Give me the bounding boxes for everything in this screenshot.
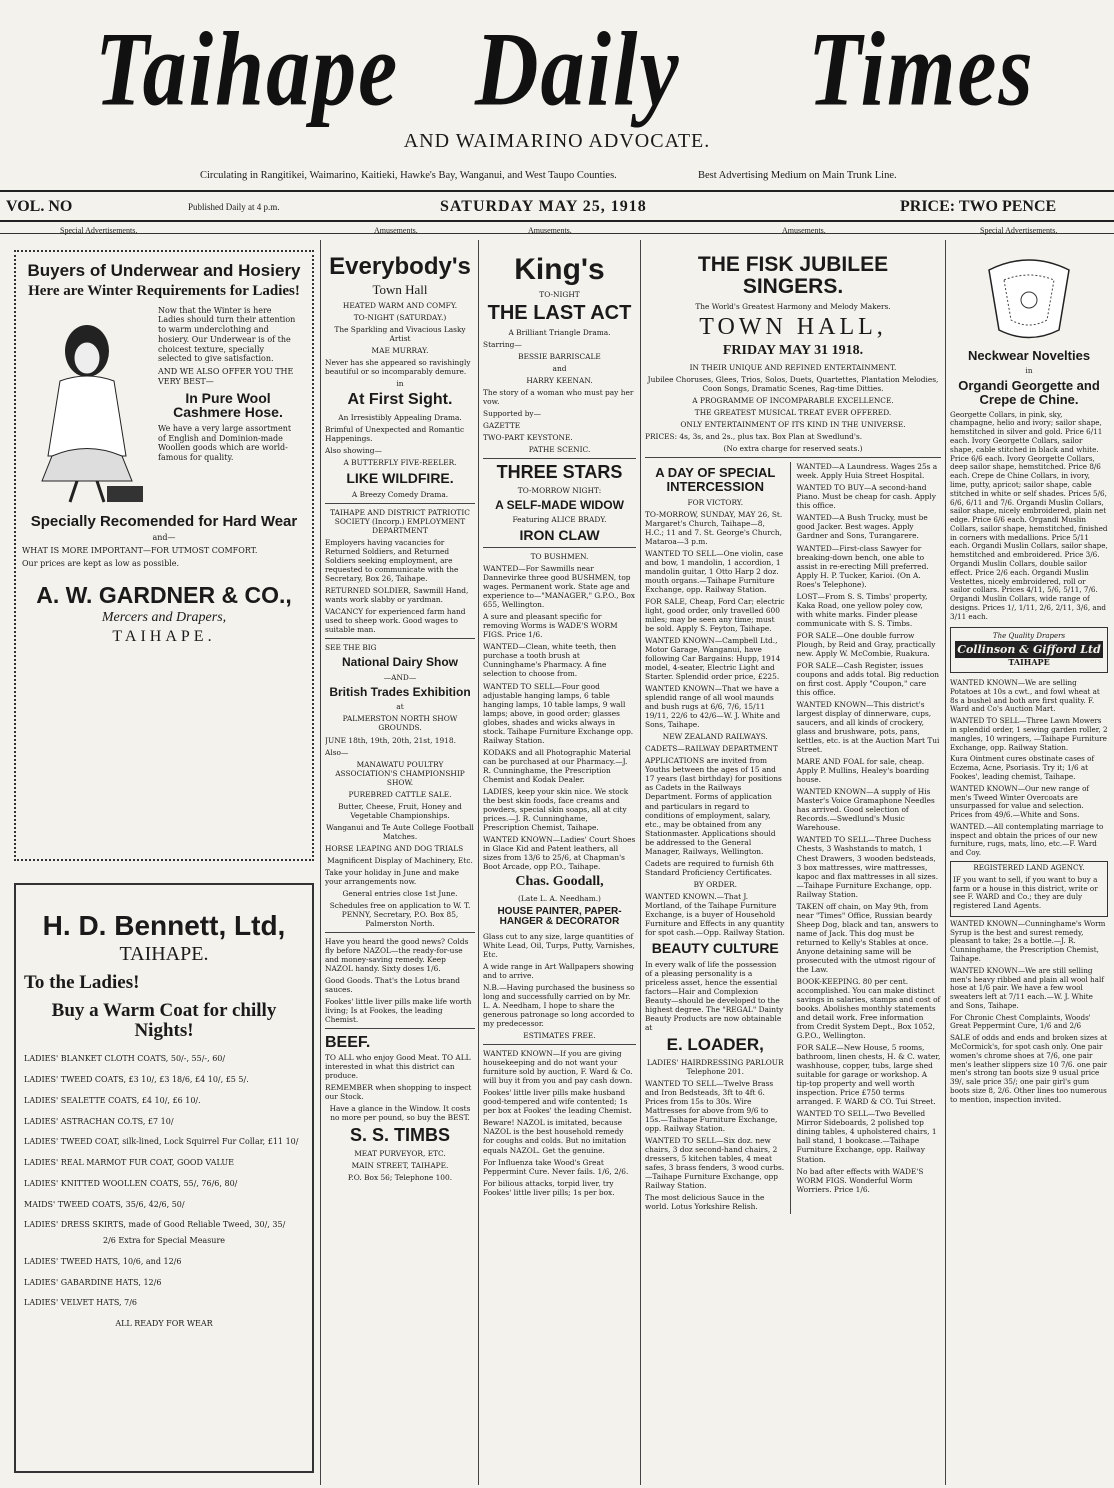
- agency-text: IF you want to sell, if you want to buy a farm or a house in this district, write or see F. WARD and Co.; they are duly registered Land Agents.: [953, 874, 1098, 911]
- classified-ad: FOR SALE—Cash Register, issues coupons and adds total. Big reduction on first cost. Apply "Coupon," care this office.: [796, 660, 940, 697]
- bennett-town: TAIHAPE.: [119, 943, 209, 966]
- classified-ad: WANTED KNOWN—If you are giving housekeeping and do not want your furniture sold by auction, F. Ward & Co. will buy it from you and pay cash down.: [483, 1049, 633, 1086]
- list-item: LADIES' TWEED HATS, 10/6, and 12/6: [24, 1256, 182, 1266]
- classified-ad: WANTED TO SELL—Three Duchess Chests, 3 Washstands to match, 1 Chest Drawers, 3 wooden bedsteads, 3 box mattresses, wire mattresses, kapoc and flax mattresses in all sizes.—Taihape Furniture Exchange, opp. Railway Station.: [796, 835, 939, 899]
- gardner-offer: AND WE ALSO OFFER YOU THE VERY BEST—: [158, 367, 294, 386]
- supported-text: Supported by—: [483, 408, 541, 418]
- fisk-only: ONLY ENTERTAINMENT OF ITS KIND IN THE UNIVERSE.: [680, 420, 906, 430]
- list-item: LADIES' ASTRACHAN CO.TS, £7 10/: [24, 1116, 174, 1126]
- fisk-sub: The World's Greatest Harmony and Melody Makers.: [695, 302, 891, 312]
- title-word-2: Daily: [475, 12, 681, 129]
- intercession-text: TO-MORROW, SUNDAY, MAY 26, St. Margaret's Church, Taihape—8, H.C.; 11 and 7. St. George's Church, Mataroa—3 p.m.: [645, 509, 783, 546]
- classified-ad: WANTED KNOWN—A supply of His Master's Voice Gramaphone Needles has arrived. Good selection of Records.—Swedlund's Music Warehouse.: [796, 787, 935, 833]
- best-medium-line: Best Advertising Medium on Main Trunk Line.: [698, 170, 897, 181]
- returned-soldier: RETURNED SOLDIER, Sawmill Hand, wants work slabby or yardman.: [325, 586, 469, 605]
- machinery-text: Magnificent Display of Machinery, Etc.: [327, 855, 473, 865]
- also-text: Also showing—: [325, 445, 382, 455]
- fisk-greatest: THE GREATEST MUSICAL TREAT EVER OFFERED.: [694, 408, 892, 418]
- brimful-text: Brimful of Unexpected and Romantic Happenings.: [325, 424, 465, 443]
- issue-date: SATURDAY MAY 25, 1918: [440, 198, 647, 215]
- classified-ad: FOR SALE—One double furrow Plough, by Reid and Gray, practically new. Apply W. McCombie, Ruakura.: [796, 630, 936, 658]
- at-text: at: [396, 702, 404, 712]
- featuring-text: Featuring ALICE BRADY.: [512, 515, 607, 525]
- neckwear-heading: Neckwear Novelties: [967, 348, 1091, 363]
- in-text: in: [1025, 365, 1033, 375]
- divider: [325, 932, 475, 933]
- dairy-show: National Dairy Show: [341, 655, 459, 670]
- classified-ad: Beware! NAZOL is imitated, because NAZOL is the best household remedy for coughs and colds. But no imitation equals NAZOL. Get the genuine.: [483, 1118, 627, 1155]
- fisk-date: FRIDAY MAY 31 1918.: [722, 343, 864, 359]
- beauty-text: In every walk of life the possession of a pleasing personality is a priceless asset, hence the essential factors—Hair and Complexion Beauty—should be developed to the highest degree. The "REGAL" Dainty Beauty Products are now obtainable at: [645, 959, 784, 1032]
- loader-name: E. LOADER,: [666, 1034, 764, 1054]
- comfort-text: WHAT IS MORE IMPORTANT—FOR UTMOST COMFORT.: [22, 546, 258, 556]
- fisk-extra: (No extra charge for reserved seats.): [723, 444, 863, 454]
- last-act: THE LAST ACT: [487, 301, 632, 324]
- divider: [483, 547, 636, 548]
- list-item: LADIES' VELVET HATS, 7/6: [24, 1298, 138, 1308]
- timbs-name: S. S. TIMBS: [349, 1125, 450, 1146]
- butterfly-text: A BUTTERFLY FIVE-REELER.: [343, 458, 457, 467]
- vacancy-text: VACANCY for experienced farm hand used to sheep work. Good wages to suitable man.: [325, 607, 466, 635]
- fisk-incomparable: A PROGRAMME OF INCOMPARABLE EXCELLENCE.: [692, 396, 894, 406]
- gardner-assortment: We have a very large assortment of English and Dominion-made Woollen goods which are world-famous for quality.: [158, 423, 292, 463]
- goodall-text: Glass cut to any size, large quantities of White Lead, Oil, Turps, Putty, Varnishes, Etc.: [483, 931, 635, 959]
- story-text: The story of a woman who must pay her vow.: [483, 387, 634, 406]
- cadets-text: APPLICATIONS are invited from Youths between the ages of 15 and 17 years (last birthday) for positions as Cadets in the Railways Department. Forms of application and particulars in regard to conditions of employment, salary, etc., may be obtained from any Stationmaster. Applications should be addressed to the General Manager, Railways, Wellington.: [645, 756, 782, 856]
- lady-illustration-icon: [22, 306, 152, 506]
- keystone-text: TWO-PART KEYSTONE.: [483, 432, 573, 442]
- classified-ad: SALE of odds and ends and broken sizes at McCormick's, for spot cash only. One pair women's chrome shoes at 7/6, one pair men's leather slippers size 10 7/6. one pair men's strong tan boots size 9 usual price 39/, sale price 35/; one pair girl's gum boots size 8, 2/6. Other lines too numerous to mention, inspection invited.: [950, 1033, 1108, 1104]
- classified-ad: The most delicious Sauce in the world. Lotus Yorkshire Relish.: [645, 1193, 765, 1212]
- bottom-rule: [0, 233, 1114, 234]
- goodall-trade: HOUSE PAINTER, PAPER-HANGER & DECORATOR: [497, 905, 622, 928]
- classified-ad: WANTED TO SELL—Two Bevelled Mirror Sideboards, 2 polished top dining tables, 4 upholstered chairs, 1 hall stand, 1 bookcase.—Taihape Furniture Exchange, opp. Railway Station.: [796, 1109, 937, 1164]
- heated-text: HEATED WARM AND COMFY.: [342, 300, 458, 310]
- column-kings: [483, 250, 636, 1482]
- estimates-text: ESTIMATES FREE.: [523, 1031, 596, 1041]
- beef-text-1: TO ALL who enjoy Good Meat. TO ALL interested in what this district can produce.: [325, 1052, 471, 1080]
- classified-ad: WANTED TO SELL—Six doz. new chairs, 3 doz second-hand chairs, 2 dressers, 5 kitchen tables, 4 meat safes, 3 brass fenders, 3 wood curbs.—Taihape Furniture Exchange, opp Railway Station.: [645, 1135, 785, 1191]
- land-agency-box: [950, 861, 1108, 917]
- list-item: LADIES' SEALETTE COATS, £4 10/, £6 10/.: [24, 1095, 201, 1105]
- classified-ad: For Chronic Chest Complaints, Woods' Great Peppermint Cure, 1/6 and 2/6: [950, 1012, 1091, 1031]
- self-made-widow: A SELF-MADE WIDOW: [495, 497, 624, 512]
- bennett-ladies: To the Ladies!: [24, 972, 140, 994]
- column-gardner-bennett: [14, 250, 314, 1480]
- hard-wear-heading: Specially Recomended for Hard Wear: [30, 512, 298, 530]
- classified-ad: WANTED KNOWN—Cunninghame's Worm Syrup is the best and surest remedy, pleasant to take; 2s a bottle.—J. R. Cunninghame, the Prescription Chemist, Taihape.: [950, 918, 1106, 964]
- drama-text: A Brilliant Triangle Drama.: [508, 327, 611, 337]
- lotus-text: Good Goods. That's the Lotus brand sauces.: [325, 976, 460, 995]
- classified-ad: FOR SALE, Cheap, Ford Car; electric light, good order, only travelled 600 miles; may be seen any time; must be sold. Apply S. Feyton, Taihape.: [645, 596, 785, 633]
- fisk-prices: PRICES: 4s, 3s, and 2s., plus tax. Box Plan at Swedlund's.: [645, 432, 863, 442]
- fookes-text: Fookes' little liver pills make life worth living; Is at Fookes, the leading Chemist.: [325, 997, 472, 1025]
- list-item: LADIES' TWEED COAT, silk-lined, Lock Squirrel Fur Collar, £11 10/: [24, 1137, 299, 1147]
- film-desc: An Irresistibly Appealing Drama.: [338, 412, 462, 422]
- classified-ad: LOST—From S. S. Timbs' property, Kaka Road, one yellow poley cow, with white marks. Finder please communicate with S. S. Timbs.: [796, 591, 928, 628]
- mae-murray: MAE MURRAY.: [371, 345, 429, 355]
- classified-ad: WANTED KNOWN—That we have a splendid range of all wool maunds and bush rugs at 6/6, 7/6, 15/11 19/11, 22/6 to 42/6—W. J. White and Sons, Taihape.: [645, 684, 781, 730]
- volume-label: VOL. NO: [6, 198, 73, 215]
- tonight-text: TO-NIGHT (SATURDAY.): [353, 312, 447, 322]
- gardner-firm-name: A. W. GARDNER & CO.,: [36, 581, 292, 608]
- gardner-subheading: Here are Winter Requirements for Ladies!: [28, 282, 300, 299]
- agency-heading: REGISTERED LAND AGENCY.: [973, 862, 1085, 872]
- palmerston-text: PALMERSTON NORTH SHOW GROUNDS.: [342, 714, 458, 733]
- column-head-3: Amusements.: [528, 226, 572, 235]
- classified-ad: For bilious attacks, torpid liver, try Fookes' little liver pills; 1s per box.: [483, 1178, 615, 1197]
- classified-ad: WANTED TO SELL—Twelve Brass and Iron Bedsteads, 3ft to 4ft 6. Prices from 15s to 30s. Wire Mattresses for above from 9/6 to 15s.—Taihape Furniture Exchange, opp. Railway Station.: [645, 1078, 778, 1133]
- title-word-1: Taihape: [95, 12, 400, 129]
- classified-ad: WANTED KNOWN—Our new range of men's Tweed Winter Overcoats are unsurpassed for value and selection. Prices from 49/6.—White and Sons.: [950, 783, 1090, 820]
- classified-ad: WANTED KNOWN—We are still selling men's heavy ribbed and plain all wool half hose at 1/6 pair. We have a few wool sweaters left at 7/11 each.—W. J. White and Sons, Taihape.: [950, 965, 1104, 1010]
- divider: [325, 503, 475, 504]
- classified-ad: No bad after effects with WADE'S WORM FIGS. Wonderful Worm Worriers. Price 1/6.: [796, 1166, 924, 1194]
- poultry-text: MANAWATU POULTRY ASSOCIATION'S CHAMPIONSHIP SHOW.: [335, 759, 465, 787]
- by-order: BY ORDER.: [693, 879, 737, 889]
- entries-text: General entries close 1st June.: [342, 888, 458, 898]
- subtitle: AND WAIMARINO ADVOCATE.: [403, 130, 711, 152]
- bushmen-heading: TO BUSHMEN.: [530, 552, 589, 562]
- gardner-town: TAIHAPE.: [112, 628, 216, 646]
- nazol-text: Have you heard the good news? Colds fly before NAZOL—the ready-for-use and money-saving remedy. Keep NAZOL handy. Sixty doses 1/6.: [325, 937, 469, 974]
- classified-ad: Kura Ointment cures obstinate cases of Eczema, Acne, Psoriasis. Try it; 1/6 at Fookes', leading chemist, Taihape.: [950, 754, 1095, 781]
- classified-ad: WANTED KNOWN—We are selling Potatoes at 10s a cwt., and fowl wheat at 8s a bushel and both are first quality. F. Ward and Co's Auction Mart.: [950, 678, 1100, 714]
- column-everybodys: [325, 250, 475, 1482]
- classified-ad: Fookes' little liver pills make husband good-tempered and wife contented; 1s per box at Fookes' the leading Chemist.: [483, 1088, 632, 1116]
- see-text: SEE THE BIG: [325, 643, 377, 653]
- classified-ad: WANTED.—All contemplating marriage to inspect and obtain the prices of our new furniture, rugs, mats, lino, etc.—F. Ward and Coy.: [950, 821, 1104, 858]
- june-dates: JUNE 18th, 19th, 20th, 21st, 1918.: [325, 735, 456, 745]
- three-stars: THREE STARS: [496, 461, 623, 482]
- gardner-intro: Now that the Winter is here Ladies should turn their attention to warm underclothing and hosiery. Our Underwear is of the choicest texture, specially selected to give satisfaction.: [158, 305, 296, 364]
- classified-ad: For Influenza take Wood's Great Peppermint Cure. Never fails. 1/6, 2/6.: [483, 1157, 629, 1176]
- cadets-cert: Cadets are required to furnish 6th Standard Proficiency Certificates.: [645, 858, 774, 877]
- circulation-line: Circulating in Rangitikei, Waimarino, Kaitieki, Hawke's Bay, Wanganui, and West Taupo Counties.: [200, 170, 617, 181]
- fisk-unique: IN THEIR UNIQUE AND REFINED ENTERTAINMENT.: [689, 363, 897, 372]
- column-divider: [320, 240, 321, 1485]
- logo-town: TAIHAPE: [1008, 657, 1050, 668]
- pathe-text: PATHE SCENIC.: [528, 444, 591, 454]
- classified-ad: WANTED TO SELL—Three Lawn Mowers in splendid order, 1 sewing garden roller, 2 mangles, 10 wringers, —Taihape Furniture Exchange, opp. Railway Station.: [950, 716, 1108, 752]
- column-head-1: Special Advertisements.: [60, 226, 138, 235]
- logo-name: Collinson & Gifford Ltd: [955, 641, 1103, 658]
- victory-text: FOR VICTORY.: [687, 497, 744, 507]
- title-word-3: Times: [808, 12, 1035, 129]
- patriotic-heading: TAIHAPE AND DISTRICT PATRIOTIC SOCIETY (Incorp.) EMPLOYMENT DEPARTMENT: [330, 507, 470, 535]
- prices-text: Our prices are kept as low as possible.: [22, 558, 180, 568]
- classified-ad: WANTED KNOWN—This district's largest display of dinnerware, cups, saucers, and all kinds of crockery, glass and brushware, pots, pans, kettles, etc. is at the Auction Mart Tui Street.: [796, 700, 940, 755]
- and-text: and—: [152, 533, 176, 543]
- classified-ad: WANTED KNOWN.—That J. Mortland, of the Taihape Furniture Exchange, is a buyer of Household Furniture and Effects in any quantity for spot cash.—Opp. Railway Station.: [645, 891, 785, 937]
- column-head-2: Amusements.: [374, 226, 418, 235]
- classified-ad: LADIES, keep your skin nice. We stock the best skin foods, face creams and powders, special skin soaps, all at city prices.—J. R. Cunninghame, Prescription Chemist, Taihape.: [483, 786, 629, 832]
- list-item: ALL READY FOR WEAR: [115, 1319, 213, 1329]
- never-text: Never has she appeared so ravishingly beautiful or so incomparably demure.: [325, 357, 471, 377]
- list-item: LADIES' DRESS SKIRTS, made of Good Reliable Tweed, 30/, 35/: [24, 1220, 286, 1230]
- beef-heading: BEEF.: [325, 1034, 371, 1052]
- cattle-sale: PUREBRED CATTLE SALE.: [348, 789, 452, 799]
- tomorrow-text: TO-MORROW NIGHT:: [517, 485, 602, 495]
- lw-desc: A Breezy Comedy Drama.: [351, 489, 449, 499]
- masthead: [0, 0, 1114, 235]
- classified-ad: TAKEN off chain, on May 9th, from near "Times" Office, Russian beardy Sheep Dog, black and tan, answers to name of Jack. This dog must be returned to Kelly's Stables at once. Anyone detaining same will be prosecuted with the utmost rigour of the Law.: [796, 901, 939, 974]
- list-item: LADIES' GABARDINE HATS, 12/6: [24, 1277, 162, 1287]
- classified-ad: A sure and pleasant specific for removing Worms is WADE'S WORM FIGS. Price 1/6.: [483, 612, 618, 640]
- column-head-5: Special Advertisements.: [980, 226, 1058, 235]
- list-item: LADIES' REAL MARMOT FUR COAT, GOOD VALUE: [24, 1158, 234, 1168]
- publish-time: Published Daily at 4 p.m.: [188, 202, 280, 212]
- price-label: PRICE: TWO PENCE: [900, 198, 1057, 215]
- bennett-name: H. D. Bennett, Ltd,: [42, 910, 286, 941]
- bennett-coat: Buy a Warm Coat for chilly Nights!: [51, 999, 277, 1041]
- trades-exhibition: British Trades Exhibition: [329, 684, 471, 699]
- divider: [483, 1044, 636, 1045]
- lasky-text: The Sparkling and Vivacious Lasky Artist: [334, 324, 466, 343]
- loader-parlour: LADIES' HAIRDRESSING PARLOUR Telephone 201.: [646, 1057, 784, 1076]
- divider: [483, 458, 636, 459]
- mid-rule: [0, 220, 1114, 222]
- list-item: 2/6 Extra for Special Measure: [102, 1236, 226, 1246]
- classified-ad: WANTED TO SELL—One violin, case and bow, 1 mandolin, 1 accordion, 1 mandolin guitar, 1 Otto Harp 2 doz. mouth organs.—Taihape Furniture Exchange, opp. Railway Station.: [645, 548, 784, 594]
- patriotic-text: Employers having vacancies for Returned Soldiers, and Returned Soldiers seeking employment, are requested to communicate with the Secretary, Box 26, Taihape.: [325, 537, 459, 583]
- top-rule: [0, 190, 1114, 192]
- goodall-name: Chas. Goodall,: [515, 874, 604, 890]
- bennett-price-list: [24, 1054, 304, 1329]
- timbs-contact: P.O. Box 56; Telephone 100.: [347, 1173, 453, 1183]
- schedules-text: Schedules free on application to W. T. PENNY, Secretary, P.O. Box 85, Palmerston North.: [329, 900, 471, 929]
- list-item: LADIES' TWEED COATS, £3 10/, £3 18/6, £4 10/, £5 5/.: [24, 1075, 249, 1085]
- logo-tagline: The Quality Drapers: [992, 632, 1066, 641]
- fisk-programme: Jubilee Choruses, Glees, Trios, Solos, Duets, Quartettes, Plantation Melodies, Coon Songs, Dramatic Scenes, Rag-time Ditties.: [647, 375, 939, 394]
- gazette-text: GAZETTE: [483, 420, 521, 430]
- lace-collar-illustration-icon: [979, 250, 1079, 345]
- list-item: LADIES' BLANKET CLOTH COATS, 50/-, 55/-, 60/: [24, 1054, 226, 1064]
- and-text: —AND—: [383, 672, 417, 682]
- timbs-trade: MEAT PURVEYOR, ETC.: [354, 1148, 446, 1158]
- gardner-trade: Mercers and Drapers,: [101, 609, 227, 625]
- in-text: in: [396, 379, 404, 389]
- neckwear-list: Georgette Collars, in pink, sky, champagne, helio and ivory; sailor shape, hemstitched in silver and gold. Price 6/11 each. Ivory Georgette Collars, sailor shape, cable stitched in black and white. Price 6/6 each. Ivory Georgette Collars, deep sailor shape, hemstitched. Price 8/6 each. Crepe de Chine Collars, in ivory, lime, putty, apricot; sailor shape, cable stitched in white or self shades. Prices 5/6, 6/6, 6/11 and 7/6. Organdi Muslin Collars, sailor shape, nicely embroidered, plain net edge. Price 6/6 each. Organdi Muslin Collars, sailor shape, hemstitched, finished in corners with medallions. Price 5/11 each. Organdi Muslin Collars, sailor shape, hemstitched and embroidered. Price 3/6. Organdi Muslin Collars, double sailor effect. Price 2/6 each. Organdi Muslin Vestettes, nicely embroidered, roll or sailor collars. Prices 4/11, 5/6, 5/11, 7/6. Organdi Muslin Collars, wide range of designs. Prices 1/, 1/11, 2/6, 2/11, 3/6, and 3/11 each.: [950, 409, 1108, 621]
- cadets-heading: CADETS—RAILWAY DEPARTMENT: [645, 744, 778, 754]
- classified-ad: BOOK-KEEPING. 80 per cent. accomplished. You can make distinct savings in salaries, stamps and cost of books. Abolishes monthly statements and detail work. Free information from Credit System Dept., Box 1052, G.P.O., Wellington.: [796, 976, 941, 1041]
- column-neckwear: [950, 250, 1108, 1482]
- classified-ad: KODAKS and all Photographic Material can be purchased at our Pharmacy.—J. R. Cunninghame, the Prescription Chemist and Kodak Dealer.: [483, 747, 631, 784]
- goodall-wallpaper: A wide range in Art Wallpapers showing and to arrive.: [483, 961, 634, 980]
- organdi-heading: Organdi Georgette and Crepe de Chine.: [958, 378, 1100, 408]
- horse-text: HORSE LEAPING AND DOG TRIALS: [325, 843, 464, 853]
- starring-text: Starring—: [483, 339, 522, 349]
- everybodys-heading: Everybody's: [329, 253, 471, 280]
- classified-ad: MARE AND FOAL for sale, cheap. Apply P. Mullins, Healey's boarding house.: [796, 757, 930, 785]
- column-divider: [478, 240, 479, 1485]
- iron-claw: IRON CLAW: [519, 527, 600, 544]
- beef-text-3: Have a glance in the Window. It costs no more per pound, so buy the BEST.: [329, 1104, 471, 1123]
- harry-text: HARRY KEENAN.: [526, 375, 593, 385]
- football-text: Wanganui and Te Aute College Football Matches.: [326, 822, 474, 841]
- classified-ad: WANTED KNOWN—Ladies' Court Shoes in Glace Kid and Patent leathers, all sizes from 13/6 to 25/6, at Chapman's Boot Arcade, opp P.O., Taihape.: [483, 835, 636, 872]
- list-item: LADIES' KNITTED WOOLLEN COATS, 55/, 76/6, 80/: [24, 1178, 238, 1188]
- classified-ad: WANTED KNOWN—Campbell Ltd., Motor Garage, Wanganui, have following Car Bargains: Hupp, 1914 model, 4-seater, Electric Light and Starter. Splendid order price, £225.: [645, 635, 781, 682]
- column-divider: [640, 240, 641, 1485]
- bessie-text: BESSIE BARRISCALE: [518, 351, 601, 361]
- classified-ad: WANTED—First-class Sawyer for breaking-down bench, one able to assist in re-erecting Mill preferred. Apply H. P. Tucker, Karioi. (On A. Roes's Telephone).: [796, 543, 929, 589]
- classified-ad: WANTED—A Laundress. Wages 25s a week. Apply Huia Street Hospital.: [796, 462, 938, 481]
- town-hall: Town Hall: [372, 282, 428, 298]
- intercession-heading: A DAY OF SPECIAL INTERCESSION: [655, 465, 776, 494]
- classified-ad: WANTED—For Sawmills near Dannevirke three good BUSHMEN, top wages. Permanent work. State age and experience to—"MANAGER," G.P.O., Box 655, Wellington.: [483, 564, 635, 610]
- divider: [325, 1028, 475, 1029]
- railways-heading: NEW ZEALAND RAILWAYS.: [662, 732, 768, 742]
- fisk-heading: THE FISK JUBILEE SINGERS.: [697, 253, 889, 299]
- beef-text-2: REMEMBER when shopping to inspect our Stock.: [325, 1082, 472, 1101]
- classified-ad: FOR SALE—New House, 5 rooms, bathroom, linen chests, H. & C. water, washhouse, copper, tubs, large shed suitable for garage or workshop. A tip-top property and well worth inspection. Price £750 terms arranged. F. WARD & CO. Tui Street.: [796, 1043, 941, 1107]
- gardner-heading: Buyers of Underwear and Hosiery: [27, 261, 301, 280]
- timbs-address: MAIN STREET, TAIHAPE.: [351, 1161, 449, 1170]
- goodall-nb: N.B.—Having purchased the business so long and successfully carried on by Mr. L. A. Needham, I hope to share the generous patronage so long accorded to my predecessor.: [483, 983, 635, 1029]
- also2-text: Also—: [325, 747, 349, 757]
- column-fisk: [645, 250, 941, 1482]
- classified-ad: WANTED TO SELL—Four good adjustable hanging lamps, 6 table hanging lamps, 10 table lamps, 9 wall lamps; above, in good order; glasses globes, shades and wicks always in stock. Taihape Furniture Exchange opp. Railway Station.: [483, 681, 634, 745]
- divider: [325, 638, 475, 639]
- like-wildfire: LIKE WILDFIRE.: [346, 470, 454, 487]
- kings-heading: King's: [514, 253, 605, 286]
- divider: [645, 457, 941, 458]
- classified-ad: WANTED—A Bush Trucky, must be good Jacker. Best wages. Apply Gardner and Sons, Turangarere.: [796, 513, 928, 541]
- fisk-venue: TOWN HALL,: [699, 314, 887, 341]
- column-divider: [945, 240, 946, 1485]
- classified-ad: WANTED—Clean, white teeth, then purchase a tooth brush at Cunninghame's Pharmacy. A fine selection to choose from.: [483, 642, 617, 679]
- tonight-text: TO-NIGHT: [539, 289, 580, 299]
- holiday-text: Take your holiday in June and make your arrangements now.: [325, 867, 460, 886]
- goodall-late: (Late L. A. Needham.): [518, 893, 601, 903]
- list-item: MAIDS' TWEED COATS, 35/6, 42/6, 50/: [24, 1199, 185, 1209]
- butter-text: Butter, Cheese, Fruit, Honey and Vegetable Championships.: [338, 801, 462, 820]
- beauty-heading: BEAUTY CULTURE: [651, 939, 779, 956]
- cashmere-heading: In Pure Wool Cashmere Hose.: [173, 389, 283, 421]
- film-title: At First Sight.: [347, 391, 453, 409]
- and-text: and: [552, 363, 567, 373]
- column-head-4: Amusements.: [782, 226, 826, 235]
- gardner-advert: [14, 250, 314, 861]
- collinson-logo: [950, 627, 1108, 673]
- classified-ad: WANTED TO BUY—A second-hand Piano. Must be cheap for cash. Apply this office.: [796, 483, 936, 511]
- bennett-advert: [14, 883, 314, 1473]
